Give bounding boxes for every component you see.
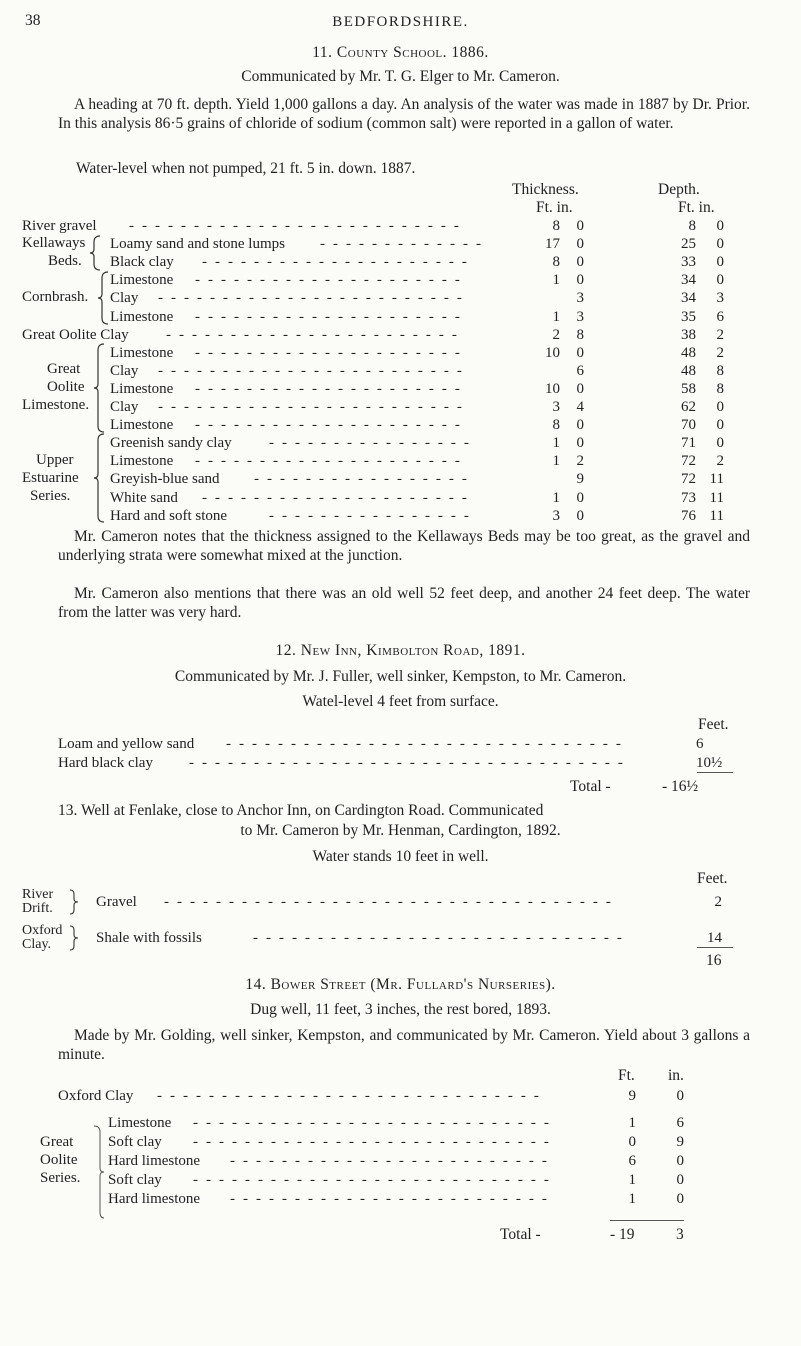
depth-in: 6 <box>716 309 724 325</box>
thickness-in: 9 <box>576 471 584 487</box>
section-13-title-line-2: to Mr. Cameron by Mr. Henman, Cardington, 1892. <box>240 822 561 839</box>
depth-ft: 34 <box>681 290 696 306</box>
strata-label: Limestone <box>110 345 174 361</box>
section-14-row <box>0 1190 801 1208</box>
leader-dots: ----------------- <box>254 471 475 487</box>
depth-in: 11 <box>709 490 724 506</box>
thickness-in: 0 <box>576 218 584 234</box>
section-12-total-label: Total - <box>570 778 611 795</box>
section-12-communicated: Communicated by Mr. J. Fuller, well sinker, Kempston, to Mr. Cameron. <box>174 668 627 685</box>
leader-dots: --------------------- <box>195 272 468 288</box>
col-thickness: Thickness. <box>512 181 579 198</box>
thickness-in: 0 <box>576 417 584 433</box>
strata-label: Limestone <box>110 309 174 325</box>
depth-ft: 72 <box>681 453 696 469</box>
leader-dots: ------------------------------- <box>226 736 629 752</box>
group-great-oolite-3: Limestone. <box>22 397 90 413</box>
strata-label: Clay <box>110 363 139 379</box>
strata-row <box>0 271 801 289</box>
leader-dots: ------------------------- <box>230 1153 555 1169</box>
depth-ft: 34 <box>681 272 696 288</box>
section-13-feet: 2 <box>714 894 722 910</box>
leader-dots: ---------------------------- <box>193 1115 557 1131</box>
section-12-col-feet: Feet. <box>698 716 729 733</box>
strata-label: Great Oolite Clay <box>22 327 129 343</box>
leader-dots: ------------------------- <box>230 1191 555 1207</box>
section-14-row <box>0 1114 801 1132</box>
depth-ft: 48 <box>681 345 696 361</box>
section-14-in: 0 <box>676 1172 684 1188</box>
section-14-label: Soft clay <box>108 1172 162 1188</box>
leader-dots: ---------------- <box>269 435 477 451</box>
section-14-row <box>0 1087 801 1105</box>
depth-ft: 73 <box>681 490 696 506</box>
group-kellaways-2: Beds. <box>48 253 82 269</box>
strata-row <box>0 235 801 253</box>
section-14-label: Hard limestone <box>108 1191 201 1207</box>
section-12-water-level: Watel-level 4 feet from surface. <box>302 693 499 710</box>
strata-label: Greyish-blue sand <box>110 471 220 487</box>
strata-label: Loamy sand and stone lumps <box>110 236 285 252</box>
section-12-feet: 6 <box>696 736 704 752</box>
section-13-feet: 14 <box>707 930 722 946</box>
section-14-in: 6 <box>676 1115 684 1131</box>
depth-in: 11 <box>709 471 724 487</box>
strata-row <box>0 398 801 416</box>
strata-label: Limestone <box>110 417 174 433</box>
depth-in: 2 <box>716 327 724 343</box>
section-11-title: 11. County School. 1886. <box>312 44 489 61</box>
leader-dots: --------------------- <box>195 417 468 433</box>
section-14-in: 0 <box>676 1153 684 1169</box>
section-14-ft: 6 <box>628 1153 636 1169</box>
section-14-label: Soft clay <box>108 1134 162 1150</box>
leader-dots: ---------------------------------- <box>189 755 631 771</box>
leader-dots: --------------------- <box>195 453 468 469</box>
thickness-in: 2 <box>576 453 584 469</box>
group-great-oolite-1: Great <box>47 361 81 377</box>
group-upper-estuarine-2: Estuarine <box>22 470 79 486</box>
thickness-in: 6 <box>576 363 584 379</box>
strata-row <box>0 507 801 525</box>
thickness-ft: 3 <box>552 508 560 524</box>
leader-dots: ----------------------- <box>166 327 465 343</box>
leader-dots: ---------------------------- <box>193 1172 557 1188</box>
depth-in: 0 <box>716 254 724 270</box>
section-13-label: Shale with fossils <box>96 930 202 946</box>
strata-row <box>0 416 801 434</box>
thickness-ft: 1 <box>552 272 560 288</box>
strata-label: River gravel <box>22 218 97 234</box>
leader-dots: ------------------------------ <box>157 1088 547 1104</box>
section-14-ft: 1 <box>628 1172 636 1188</box>
section-14-label: Limestone <box>108 1115 172 1131</box>
thickness-ft: 8 <box>552 218 560 234</box>
thickness-in: 8 <box>576 327 584 343</box>
section-14-ft: 1 <box>628 1115 636 1131</box>
thickness-in: 0 <box>576 345 584 361</box>
section-13-group-line-2: Drift. <box>22 901 53 916</box>
section-14-ft: 1 <box>628 1191 636 1207</box>
thickness-ft: 2 <box>552 327 560 343</box>
col-ftin-thickness: Ft. in. <box>536 199 573 216</box>
thickness-ft: 1 <box>552 453 560 469</box>
strata-label: Limestone <box>110 453 174 469</box>
depth-ft: 35 <box>681 309 696 325</box>
leader-dots: ----------------------------- <box>253 930 630 946</box>
section-12-feet: 10½ <box>696 755 723 771</box>
strata-row <box>0 362 801 380</box>
section-11-note-1: Mr. Cameron notes that the thickness assigned to the Kellaways Beds may be too great, as the gravel and underlying strata were somewhat mixed at the junction. <box>58 528 750 564</box>
section-14-made-by: Made by Mr. Golding, well sinker, Kempston, and communicated by Mr. Cameron. Yield about 3 gallons a minute. <box>58 1027 750 1063</box>
strata-row <box>0 217 801 235</box>
section-14-ft: 9 <box>628 1088 636 1104</box>
leader-dots: ---------------- <box>269 508 477 524</box>
strata-label: Clay <box>110 290 139 306</box>
group-kellaways-1: Kellaways <box>22 235 86 251</box>
leader-dots: --------------------- <box>195 345 468 361</box>
thickness-in: 3 <box>576 290 584 306</box>
thickness-in: 0 <box>576 272 584 288</box>
group-great-oolite-2: Oolite <box>47 379 85 395</box>
strata-label: Limestone <box>110 381 174 397</box>
depth-ft: 72 <box>681 471 696 487</box>
section-12-title: 12. New Inn, Kimbolton Road, 1891. <box>275 642 526 659</box>
thickness-in: 0 <box>576 508 584 524</box>
strata-row <box>0 326 801 344</box>
section-13-label: Gravel <box>96 894 137 910</box>
section-14-total-rule <box>610 1220 684 1221</box>
thickness-ft: 10 <box>545 345 560 361</box>
section-14-row <box>0 1152 801 1170</box>
thickness-in: 4 <box>576 399 584 415</box>
brace-section-14 <box>92 1124 106 1220</box>
section-12-row <box>0 735 801 753</box>
group-upper-estuarine-1: Upper <box>36 452 74 468</box>
strata-row <box>0 452 801 470</box>
thickness-ft: 1 <box>552 435 560 451</box>
thickness-in: 0 <box>576 236 584 252</box>
leader-dots: --------------------- <box>195 309 468 325</box>
strata-label: Greenish sandy clay <box>110 435 232 451</box>
depth-ft: 70 <box>681 417 696 433</box>
section-14-col-ft: Ft. <box>618 1067 635 1084</box>
section-13-title-line-1: 13. Well at Fenlake, close to Anchor Inn, on Cardington Road. Communicated <box>58 802 544 819</box>
leader-dots: --------------------- <box>202 254 475 270</box>
strata-row <box>0 308 801 326</box>
brace-cornbrash <box>96 270 110 326</box>
thickness-ft: 10 <box>545 381 560 397</box>
page-number: 38 <box>25 12 41 29</box>
leader-dots: ---------------------------- <box>193 1134 557 1150</box>
depth-ft: 71 <box>681 435 696 451</box>
col-ftin-depth: Ft. in. <box>678 199 715 216</box>
section-14-in: 0 <box>676 1088 684 1104</box>
section-14-total-label: Total - <box>500 1226 541 1243</box>
group-cornbrash: Cornbrash. <box>22 289 89 305</box>
section-14-label: Hard limestone <box>108 1153 201 1169</box>
section-11-note-2: Mr. Cameron also mentions that there was an old well 52 feet deep, and another 24 feet deep. The water from the latter was very hard. <box>58 585 750 621</box>
depth-in: 2 <box>716 453 724 469</box>
section-11-communicated: Communicated by Mr. T. G. Elger to Mr. Cameron. <box>241 68 560 85</box>
section-13-row <box>0 929 801 947</box>
section-13-col-feet: Feet. <box>697 870 728 887</box>
depth-ft: 25 <box>681 236 696 252</box>
thickness-in: 3 <box>576 309 584 325</box>
thickness-ft: 1 <box>552 309 560 325</box>
section-14-ft: 0 <box>628 1134 636 1150</box>
leader-dots: ------------------------ <box>158 290 470 306</box>
section-12-label: Loam and yellow sand <box>58 736 195 752</box>
depth-ft: 62 <box>681 399 696 415</box>
section-13-group-line-1: River <box>22 887 54 902</box>
depth-in: 11 <box>709 508 724 524</box>
strata-row <box>0 434 801 452</box>
depth-ft: 48 <box>681 363 696 379</box>
brace-great-oolite <box>92 342 106 434</box>
depth-in: 8 <box>716 363 724 379</box>
section-12-total: 16½ <box>671 778 699 795</box>
leader-dots: ------------------------ <box>158 399 470 415</box>
section-13-row <box>0 893 801 911</box>
brace-kellaways <box>88 234 102 272</box>
leader-dots: ----------------------------------- <box>164 894 619 910</box>
depth-ft: 8 <box>688 218 696 234</box>
depth-in: 0 <box>716 435 724 451</box>
depth-in: 0 <box>716 399 724 415</box>
leader-dots: --------------------- <box>202 490 475 506</box>
section-14-in: 9 <box>676 1134 684 1150</box>
section-12-row <box>0 754 801 772</box>
col-depth: Depth. <box>658 181 700 198</box>
leader-dots: -------------------------- <box>129 218 467 234</box>
section-13-group-line-2: Clay. <box>22 937 52 952</box>
depth-in: 3 <box>716 290 724 306</box>
section-14-col-in: in. <box>668 1067 684 1084</box>
group-upper-estuarine-3: Series. <box>30 488 71 504</box>
thickness-in: 0 <box>576 435 584 451</box>
depth-ft: 38 <box>681 327 696 343</box>
running-head: BEDFORDSHIRE. <box>332 14 469 30</box>
section-14-row <box>0 1171 801 1189</box>
thickness-ft: 3 <box>552 399 560 415</box>
strata-label: Limestone <box>110 272 174 288</box>
section-13-total: 16 <box>706 952 722 969</box>
section-12-total-rule <box>697 772 733 773</box>
strata-row <box>0 344 801 362</box>
depth-ft: 58 <box>681 381 696 397</box>
thickness-in: 0 <box>576 490 584 506</box>
section-12-label: Hard black clay <box>58 755 153 771</box>
depth-ft: 76 <box>681 508 696 524</box>
strata-label: Clay <box>110 399 139 415</box>
strata-row <box>0 289 801 307</box>
section-14-in: 0 <box>676 1191 684 1207</box>
thickness-ft: 8 <box>552 417 560 433</box>
section-13-total-rule <box>697 947 733 948</box>
leader-dots: ------------- <box>320 236 489 252</box>
strata-label: Black clay <box>110 254 174 270</box>
section-14-group-3: Series. <box>40 1170 81 1186</box>
brace-upper-estuarine <box>92 432 106 524</box>
section-13-water: Water stands 10 feet in well. <box>312 848 489 865</box>
thickness-in: 0 <box>576 254 584 270</box>
thickness-ft: 17 <box>545 236 560 252</box>
strata-label: White sand <box>110 490 178 506</box>
section-14-row <box>0 1133 801 1151</box>
depth-in: 0 <box>716 272 724 288</box>
depth-ft: 33 <box>681 254 696 270</box>
thickness-ft: 1 <box>552 490 560 506</box>
section-14-group-1: Great <box>40 1134 74 1150</box>
leader-dots: ------------------------ <box>158 363 470 379</box>
strata-row <box>0 470 801 488</box>
section-11-paragraph: A heading at 70 ft. depth. Yield 1,000 gallons a day. An analysis of the water was made in 1887 by Dr. Prior. In this analysis 86·5 grains of chloride of sodium (common salt) were reported in a gallon of water. <box>58 96 750 132</box>
leader-dots: --------------------- <box>195 381 468 397</box>
section-13-group-line-1: Oxford <box>22 923 63 938</box>
section-14-group-2: Oolite <box>40 1152 78 1168</box>
thickness-in: 0 <box>576 381 584 397</box>
depth-in: 8 <box>716 381 724 397</box>
strata-row <box>0 380 801 398</box>
strata-row <box>0 489 801 507</box>
depth-in: 0 <box>716 218 724 234</box>
section-14-label: Oxford Clay <box>58 1088 134 1104</box>
strata-row <box>0 253 801 271</box>
depth-in: 0 <box>716 417 724 433</box>
section-14-dug: Dug well, 11 feet, 3 inches, the rest bored, 1893. <box>250 1001 551 1018</box>
section-14-total-in: 3 <box>676 1226 684 1243</box>
depth-in: 0 <box>716 236 724 252</box>
thickness-ft: 8 <box>552 254 560 270</box>
section-14-title: 14. Bower Street (Mr. Fullard's Nurseries). <box>245 976 556 993</box>
section-11-water-level: Water-level when not pumped, 21 ft. 5 in. down. 1887. <box>76 160 416 177</box>
strata-label: Hard and soft stone <box>110 508 228 524</box>
depth-in: 2 <box>716 345 724 361</box>
section-14-total-ft: 19 <box>619 1226 635 1243</box>
